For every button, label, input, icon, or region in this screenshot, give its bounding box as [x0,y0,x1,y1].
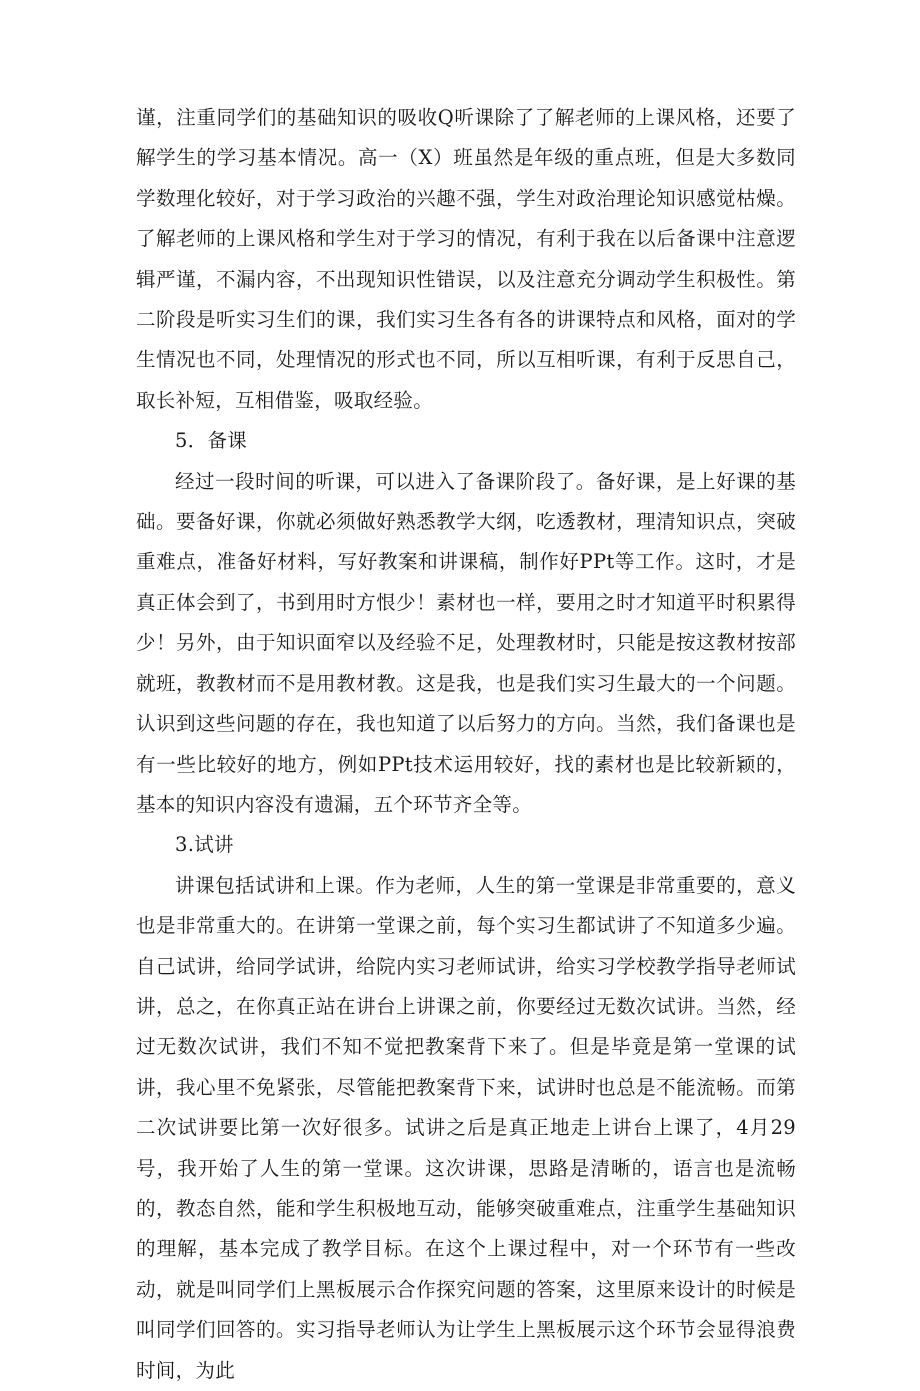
paragraph-lesson-prep: 经过一段时间的听课，可以进入了备课阶段了。备好课，是上好课的基础。要备好课，你就必须做好熟悉教学大纲，吃透教材，理清知识点，突破重难点，准备好材料，写好教案和讲课稿，制作好PPt等工作。这时，才是真正体会到了，书到用时方恨少！素材也一样，要用之时才知道平时积累得少！另外，由于知识面窄以及经验不足，处理教材时，只能是按这教材按部就班，教教材而不是用教材教。这是我，也是我们实习生最大的一个问题。认识到这些问题的存在，我也知道了以后努力的方向。当然，我们备课也是有一些比较好的地方，例如PPt技术运用较好，找的素材也是比较新颖的，基本的知识内容没有遗漏，五个环节齐全等。 [136,469,796,816]
document-body [136,98,796,1391]
paragraph-trial-teaching: 讲课包括试讲和上课。作为老师，人生的第一堂课是非常重要的，意义也是非常重大的。在讲第一堂课之前，每个实习生都试讲了不知道多少遍。自己试讲，给同学试讲，给院内实习老师试讲，给实习学校教学指导老师试讲，总之，在你真正站在讲台上讲课之前，你要经过无数次试讲。当然，经过无数次试讲，我们不知不觉把教案背下来了。但是毕竟是第一堂课的试讲，我心里不免紧张，尽管能把教案背下来，试讲时也总是不能流畅。而第二次试讲要比第一次好很多。试讲之后是真正地走上讲台上课了，4月29号，我开始了人生的第一堂课。这次讲课，思路是清晰的，语言也是流畅的，教态自然，能和学生积极地互动，能够突破重难点，注重学生基础知识的理解，基本完成了教学目标。在这个上课过程中，对一个环节有一些改动，就是叫同学们上黑板展示合作探究问题的答案，这里原来设计的时候是叫同学们回答的。实习指导老师认为让学生上黑板展示这个环节会显得浪费时间，为此 [136,873,796,1382]
section-heading-trial-teaching: 3.试讲 [175,833,234,857]
paragraph-listening-continued: 谨，注重同学们的基础知识的吸收Q听课除了了解老师的上课风格，还要了解学生的学习基本情况。高一（X）班虽然是年级的重点班，但是大多数同学数理化较好，对于学习政治的兴趣不强，学生对政治理论知识感觉枯燥。了解老师的上课风格和学生对于学习的情况，有利于我在以后备课中注意逻辑严谨，不漏内容，不出现知识性错误，以及注意充分调动学生积极性。第二阶段是听实习生们的课，我们实习生各有各的讲课特点和风格，面对的学生情况也不同，处理情况的形式也不同，所以互相听课，有利于反思自己，取长补短，互相借鉴，吸取经验。 [136,106,796,412]
section-heading-lesson-prep: 5．备课 [175,429,248,453]
